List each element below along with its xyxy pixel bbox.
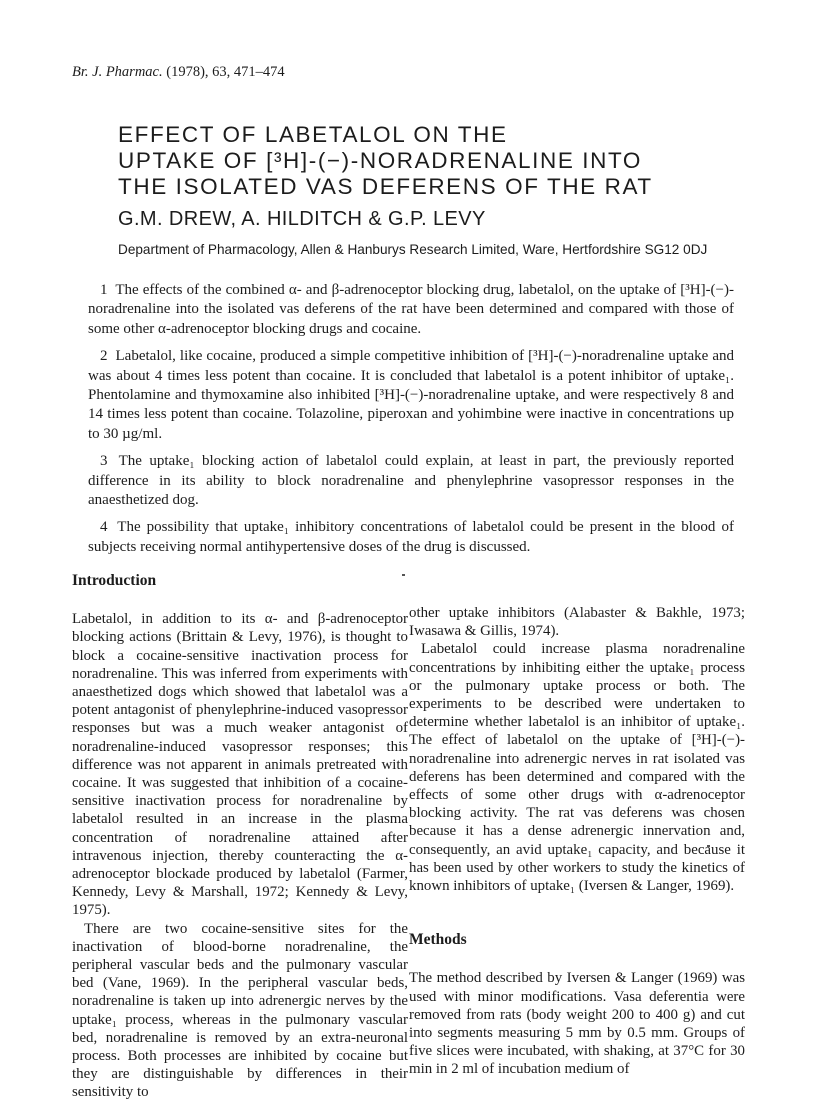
abstract-item	[88, 347, 734, 444]
section-heading-introduction: Introduction	[72, 572, 157, 589]
authors: G.M. DREW, A. HILDITCH & G.P. LEVY	[118, 208, 486, 230]
abstract-item-text: The effects of the combined α- and β-adrenoceptor blocking drug, labetalol, on the uptake of [³H]-(−)-noradrenaline into the isolated vas deferens of the rat have been determined and compared with those of some other α-adrenoceptor blocking drugs and cocaine.	[88, 282, 735, 337]
section-heading-methods: Methods	[409, 931, 467, 949]
abstract-item-text: Labetalol, like cocaine, produced a simple competitive inhibition of [³H]-(−)-noradrenaline uptake and was about 4 times less potent than cocaine. It is concluded that labetalol is a potent inhibitor of uptake₁. Phentolamine and thymoxamine also inhibited [³H]-(−)-noradrenaline uptake, and were respectively 8 and 14 times less potent than cocaine. Tolazoline, piperoxan and yohimbine were inactive in concentrations up to 30 µg/ml.	[88, 348, 734, 442]
title-line-2: UPTAKE OF [³H]-(−)-NORADRENALINE INTO	[118, 148, 643, 173]
intro-paragraph: Labetalol could increase plasma noradrenaline concentrations by inhibiting either the uptake₁ process or the pulmonary uptake process or both. The experiments to be described were undertaken to determine whether labetalol is an inhibitor of uptake₁. The effect of labetalol on the uptake of [³H]-(−)-noradrenaline into adrenergic nerves in rat isolated vas deferens has been determined and compared with the effects of some other drugs with α-adrenoceptor blocking activity. The rat vas deferens was chosen because it has a dense adrenergic innervation and, consequently, an avid uptake₁ capacity, and because it has been used by other workers to study the kinetics of known inhibitors of uptake₁ (Iversen & Langer, 1969).	[409, 641, 745, 895]
journal-name: Br. J. Pharmac.	[72, 64, 163, 80]
intro-paragraph: There are two cocaine-sensitive sites for the inactivation of blood-borne noradrenaline, the peripheral vascular beds and the pulmonary vascular bed (Vane, 1969). In the peripheral vascular beds, noradrenaline is taken up into adrenergic nerves by the uptake₁ process, whereas in the pulmonary vascular bed, noradrenaline is removed by an extra-neuronal process. Both processes are inhibited by cocaine but they are distinguishable by differences in their sensitivity to	[72, 920, 408, 1101]
intro-paragraph-continued: other uptake inhibitors (Alabaster & Bakhle, 1973; Iwasawa & Gillis, 1974).	[409, 605, 745, 640]
journal-citation	[72, 64, 285, 81]
abstract-item-text: The uptake₁ blocking action of labetalol could explain, at least in part, the previously reported difference in its ability to block noradrenaline and phenylephrine vasopressor responses in the anaesthetized dog.	[88, 453, 734, 509]
abstract-item-number: 3	[100, 453, 108, 470]
abstract-item-number: 1	[100, 282, 108, 298]
abstract-item	[88, 452, 734, 510]
title-line-3: THE ISOLATED VAS DEFERENS OF THE RAT	[118, 174, 653, 199]
journal-year-pages: (1978), 63, 471–474	[166, 64, 285, 80]
intro-paragraph: Labetalol, in addition to its α- and β-adrenoceptor blocking actions (Brittain & Levy, 1976), is thought to block a cocaine-sensitive inactivation process for noradrenaline. This was inferred from experiments with anaesthetized dogs which showed that labetalol was a potent antagonist of phenylephrine-induced vasopressor responses but was a much weaker antagonist of noradrenaline-induced vasopressor responses; this difference was not apparent in animals pretreated with cocaine. It was suggested that inhibition of a cocaine-sensitive inactivation process for noradrenaline by labetalol resulted in an increase in the plasma concentration of noradrenaline attained after intravenous injection, thereby counteracting the α-adrenoceptor blockade produced by labetalol (Farmer, Kennedy, Levy & Marshall, 1972; Kennedy & Levy, 1975).	[72, 611, 408, 919]
abstract-item-text: The possibility that uptake₁ inhibitory concentrations of labetalol could be present in the blood of subjects receiving normal antihypertensive doses of the drug is discussed.	[88, 519, 734, 555]
affiliation: Department of Pharmacology, Allen & Hanburys Research Limited, Ware, Hertfordshire SG12 0DJ	[118, 242, 708, 257]
title-line-1: EFFECT OF LABETALOL ON THE	[118, 122, 508, 147]
left-column	[72, 572, 408, 1102]
abstract-item-number: 2	[100, 348, 108, 365]
right-column	[409, 604, 745, 1079]
abstract-item	[88, 518, 734, 557]
abstract-item	[88, 281, 734, 339]
abstract-item-number: 4	[100, 519, 108, 536]
methods-paragraph: The method described by Iversen & Langer (1969) was used with minor modifications. Vasa deferentia were removed from rats (body weight 200 to 400 g) and cut into segments measuring 5 mm by 0.5 mm. Groups of five slices were incubated, with shaking, at 37°C for 30 min in 2 ml of incubation medium of	[409, 970, 745, 1078]
article-title	[118, 122, 758, 200]
abstract	[88, 281, 734, 565]
